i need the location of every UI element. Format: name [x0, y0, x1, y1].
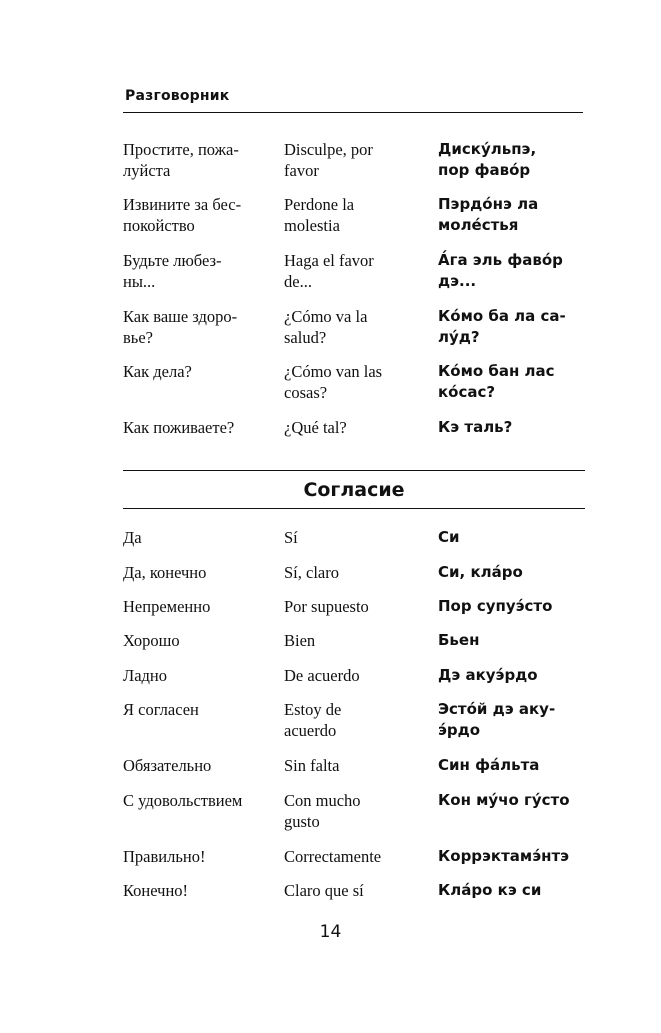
section-rule-top [123, 470, 585, 471]
spanish-phrase [284, 562, 438, 583]
russian-phrase-line: Простите, пожа- [123, 140, 239, 159]
spanish-phrase [284, 527, 438, 548]
spanish-phrase [284, 306, 438, 348]
russian-phrase-line: Будьте любез- [123, 251, 222, 270]
spanish-phrase [284, 596, 438, 617]
transcription-line: Бьен [438, 631, 480, 649]
russian-phrase [123, 562, 284, 583]
russian-phrase [123, 306, 284, 348]
transcription [438, 790, 585, 811]
phrase-row [123, 250, 585, 292]
russian-phrase [123, 699, 284, 720]
spanish-phrase [284, 699, 438, 741]
spanish-phrase [284, 194, 438, 236]
spanish-phrase [284, 250, 438, 292]
transcription-line: Коррэктамэ́нтэ [438, 847, 570, 865]
russian-phrase [123, 630, 284, 651]
spanish-phrase-line: Perdone la [284, 195, 355, 214]
transcription [438, 880, 585, 901]
transcription [438, 139, 585, 181]
russian-phrase-line: вье? [123, 328, 153, 347]
spanish-phrase [284, 755, 438, 776]
russian-phrase [123, 880, 284, 901]
transcription-line: Ко́мо ба ла са- [438, 307, 566, 325]
spanish-phrase-line: ¿Qué tal? [284, 418, 347, 437]
spanish-phrase [284, 361, 438, 403]
russian-phrase [123, 846, 284, 867]
section-title: Согласие [303, 479, 405, 501]
spanish-phrase-line: Correctamente [284, 847, 382, 866]
russian-phrase-line: Как дела? [123, 362, 192, 381]
transcription [438, 194, 585, 236]
spanish-phrase-line: De acuerdo [284, 666, 360, 685]
transcription-line: Си [438, 528, 460, 546]
phrase-row [123, 665, 585, 686]
russian-phrase [123, 665, 284, 686]
russian-phrase-line: Ладно [123, 666, 167, 685]
russian-phrase [123, 596, 284, 617]
russian-phrase-line: луйста [123, 161, 171, 180]
russian-phrase-line: Я согласен [123, 700, 199, 719]
russian-phrase-line: покойство [123, 216, 195, 235]
page-number: 14 [319, 922, 342, 942]
transcription [438, 562, 585, 583]
transcription-line: дэ... [438, 272, 477, 290]
spanish-phrase [284, 417, 438, 438]
transcription-line: Пэрдо́нэ ла [438, 195, 539, 213]
spanish-phrase-line: Estoy de [284, 700, 342, 719]
russian-phrase-line: Как ваше здоро- [123, 307, 238, 326]
transcription [438, 699, 585, 741]
russian-phrase-line: Да [123, 528, 142, 547]
spanish-phrase-line: favor [284, 161, 319, 180]
phrase-row [123, 417, 585, 438]
spanish-phrase [284, 790, 438, 832]
spanish-phrase-line: de... [284, 272, 312, 291]
phrase-row [123, 755, 585, 776]
spanish-phrase [284, 139, 438, 181]
russian-phrase [123, 361, 284, 382]
transcription-line: Син фа́льта [438, 756, 540, 774]
spanish-phrase-line: ¿Cómo va la [284, 307, 368, 326]
transcription [438, 846, 585, 867]
phrase-row [123, 630, 585, 651]
spanish-phrase-line: cosas? [284, 383, 328, 402]
transcription [438, 596, 585, 617]
russian-phrase [123, 417, 284, 438]
spanish-phrase-line: salud? [284, 328, 327, 347]
phrase-row [123, 306, 585, 348]
spanish-phrase-line: Sin falta [284, 756, 340, 775]
transcription [438, 755, 585, 776]
transcription-line: Эсто́й дэ аку- [438, 700, 556, 718]
transcription-line: Пор супуэ́сто [438, 597, 553, 615]
transcription-line: моле́стья [438, 216, 519, 234]
russian-phrase-line: Как поживаете? [123, 418, 235, 437]
russian-phrase-line: Непременно [123, 597, 211, 616]
running-head: Разговорник [125, 88, 230, 104]
spanish-phrase-line: acuerdo [284, 721, 337, 740]
spanish-phrase-line: Claro que sí [284, 881, 364, 900]
spanish-phrase [284, 880, 438, 901]
spanish-phrase-line: Disculpe, por [284, 140, 373, 159]
transcription-line: лу́д? [438, 328, 480, 346]
spanish-phrase-line: ¿Cómo van las [284, 362, 383, 381]
phrase-row [123, 139, 585, 181]
spanish-phrase-line: Con mucho [284, 791, 361, 810]
phrase-row [123, 846, 585, 867]
phrase-row [123, 790, 585, 832]
spanish-phrase-line: Haga el favor [284, 251, 374, 270]
phrase-row [123, 361, 585, 403]
phrase-row [123, 699, 585, 741]
transcription [438, 665, 585, 686]
transcription [438, 361, 585, 403]
spanish-phrase-line: Por supuesto [284, 597, 369, 616]
phrase-row [123, 880, 585, 901]
spanish-phrase [284, 846, 438, 867]
spanish-phrase-line: gusto [284, 812, 320, 831]
russian-phrase-line: Правильно! [123, 847, 206, 866]
russian-phrase [123, 139, 284, 181]
transcription [438, 527, 585, 548]
spanish-phrase-line: molestia [284, 216, 340, 235]
transcription [438, 630, 585, 651]
russian-phrase-line: Извините за бес- [123, 195, 242, 214]
transcription [438, 250, 585, 292]
transcription [438, 306, 585, 348]
russian-phrase-line: Да, конечно [123, 563, 207, 582]
phrase-row [123, 194, 585, 236]
transcription-line: Кла́ро кэ си [438, 881, 542, 899]
spanish-phrase-line: Sí, claro [284, 563, 339, 582]
phrase-row [123, 527, 585, 548]
phrase-row [123, 562, 585, 583]
transcription-line: А́га эль фаво́р [438, 251, 563, 269]
transcription [438, 417, 585, 438]
transcription-line: ко́сас? [438, 383, 496, 401]
russian-phrase [123, 527, 284, 548]
transcription-line: пор фаво́р [438, 161, 531, 179]
spanish-phrase [284, 665, 438, 686]
russian-phrase-line: Конечно! [123, 881, 189, 900]
russian-phrase [123, 250, 284, 292]
header-rule [123, 112, 583, 113]
transcription-line: Кэ таль? [438, 418, 513, 436]
spanish-phrase-line: Bien [284, 631, 316, 650]
russian-phrase-line: ны... [123, 272, 156, 291]
spanish-phrase [284, 630, 438, 651]
transcription-line: Ко́мо бан лас [438, 362, 555, 380]
russian-phrase [123, 755, 284, 776]
section-rule-bottom [123, 508, 585, 509]
transcription-line: э́рдо [438, 721, 481, 739]
transcription-line: Дэ акуэ́рдо [438, 666, 538, 684]
russian-phrase-line: Обязательно [123, 756, 212, 775]
transcription-line: Си, кла́ро [438, 563, 523, 581]
russian-phrase [123, 790, 284, 811]
russian-phrase [123, 194, 284, 236]
russian-phrase-line: С удовольствием [123, 791, 243, 810]
phrase-row [123, 596, 585, 617]
transcription-line: Кон му́чо гу́сто [438, 791, 570, 809]
transcription-line: Диску́льпэ, [438, 140, 537, 158]
spanish-phrase-line: Sí [284, 528, 298, 547]
russian-phrase-line: Хорошо [123, 631, 180, 650]
